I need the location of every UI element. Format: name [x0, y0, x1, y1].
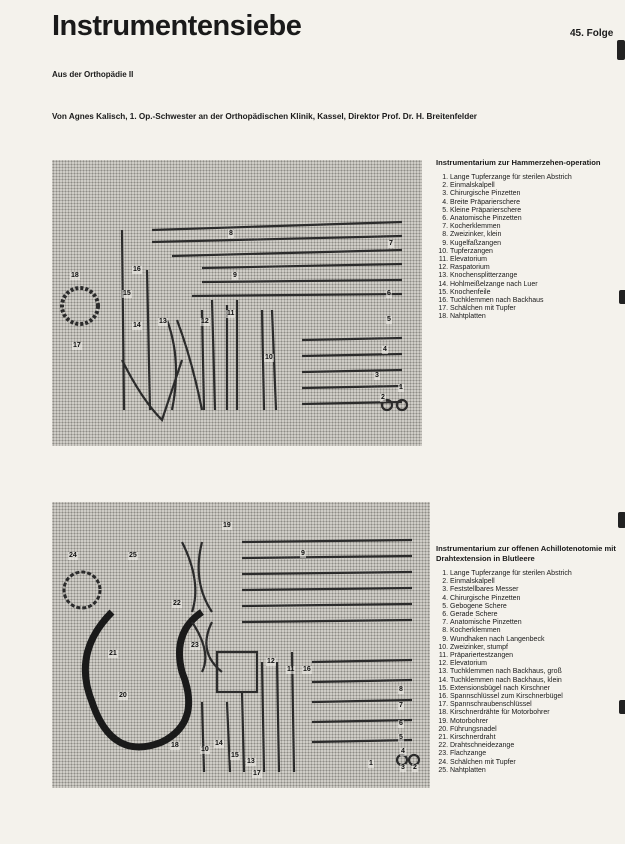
figure-label: 3 — [401, 764, 405, 771]
figure-2-caption — [436, 544, 618, 775]
list-item: 17. Schälchen mit Tupfer — [450, 305, 618, 313]
figure-label: 17 — [73, 342, 81, 349]
figure-label: 18 — [71, 272, 79, 279]
article-subtitle: Aus der Orthopädie II — [52, 70, 134, 79]
list-item: 17. Spannschraubenschlüssel — [450, 701, 618, 709]
list-item: 20. Führungsnadel — [450, 726, 618, 734]
list-item: 8. Kocherklemmen — [450, 627, 618, 635]
list-item: 1. Lange Tupferzange für sterilen Abstrich — [450, 570, 618, 578]
figure-label: 14 — [133, 322, 141, 329]
list-item: 21. Kirschnerdraht — [450, 734, 618, 742]
figure-label: 20 — [119, 692, 127, 699]
list-item: 4. Chirurgische Pinzetten — [450, 595, 618, 603]
instrument-tray-drawing-1 — [52, 160, 422, 446]
figure-label: 1 — [369, 760, 373, 767]
instrument-photo-1 — [52, 160, 422, 446]
list-item: 7. Anatomische Pinzetten — [450, 619, 618, 627]
list-item: 10. Tupferzangen — [450, 248, 618, 256]
list-item: 13. Knochensplitterzange — [450, 272, 618, 280]
list-item: 15. Extensionsbügel nach Kirschner — [450, 685, 618, 693]
caption-title: Instrumentarium zur offenen Achillotenotomie mit Drahtextension in Blutleere — [436, 544, 616, 563]
figure-label: 8 — [399, 686, 403, 693]
list-item: 9. Kugelfaßzangen — [450, 240, 618, 248]
figure-label: 2 — [381, 394, 385, 401]
figure-label: 1 — [399, 384, 403, 391]
figure-label: 19 — [223, 522, 231, 529]
figure-label: 10 — [201, 746, 209, 753]
figure-label: 15 — [123, 290, 131, 297]
figure-label: 2 — [413, 764, 417, 771]
figure-label: 9 — [233, 272, 237, 279]
list-item: 2. Einmalskalpell — [450, 182, 618, 190]
caption-title: Instrumentarium zur Hammerzehen-operation — [436, 158, 601, 167]
page-title: Instrumentensiebe — [52, 10, 302, 42]
list-item: 3. Feststellbares Messer — [450, 586, 618, 594]
list-item: 8. Zweizinker, klein — [450, 231, 618, 239]
figure-label: 22 — [173, 600, 181, 607]
list-item: 19. Motorbohrer — [450, 718, 618, 726]
figure-label: 11 — [227, 310, 235, 317]
figure-label: 14 — [215, 740, 223, 747]
figure-label: 21 — [109, 650, 117, 657]
figure-label: 13 — [247, 758, 255, 765]
list-item: 16. Spannschlüssel zum Kirschnerbügel — [450, 693, 618, 701]
list-item: 25. Nahtplatten — [450, 767, 618, 775]
instrument-photo-2 — [52, 502, 430, 788]
instrument-list — [436, 174, 618, 322]
list-item: 10. Zweizinker, stumpf — [450, 644, 618, 652]
list-item: 1. Lange Tupferzange für sterilen Abstrich — [450, 174, 618, 182]
list-item: 12. Elevatorium — [450, 660, 618, 668]
figure-label: 5 — [387, 316, 391, 323]
binding-edge-mark — [618, 512, 625, 528]
list-item: 15. Knochenfeile — [450, 289, 618, 297]
author-byline: Von Agnes Kalisch, 1. Op.-Schwester an der Orthopädischen Klinik, Kassel, Direktor Prof. Dr. H. Breitenfelder — [52, 112, 477, 121]
list-item: 12. Raspatorium — [450, 264, 618, 272]
figure-label: 10 — [265, 354, 273, 361]
list-item: 14. Tuchklemmen nach Backhaus, klein — [450, 677, 618, 685]
figure-label: 7 — [399, 702, 403, 709]
list-item: 24. Schälchen mit Tupfer — [450, 759, 618, 767]
list-item: 16. Tuchklemmen nach Backhaus — [450, 297, 618, 305]
instrument-list — [436, 570, 618, 775]
figure-label: 25 — [129, 552, 137, 559]
list-item: 22. Drahtschneidezange — [450, 742, 618, 750]
list-item: 23. Flachzange — [450, 750, 618, 758]
figure-label: 16 — [303, 666, 311, 673]
series-number: 45. Folge — [570, 28, 614, 39]
list-item: 18. Kirschnerdrähte für Motorbohrer — [450, 709, 618, 717]
list-item: 3. Chirurgische Pinzetten — [450, 190, 618, 198]
list-item: 11. Präpariertestzangen — [450, 652, 618, 660]
figure-label: 6 — [399, 720, 403, 727]
binding-edge-mark — [617, 40, 625, 60]
list-item: 18. Nahtplatten — [450, 313, 618, 321]
figure-label: 11 — [287, 666, 295, 673]
figure-label: 6 — [387, 290, 391, 297]
list-item: 4. Breite Präparierschere — [450, 199, 618, 207]
figure-label: 4 — [401, 748, 405, 755]
list-item: 14. Hohlmeißelzange nach Luer — [450, 281, 618, 289]
figure-label: 17 — [253, 770, 261, 777]
figure-label: 18 — [171, 742, 179, 749]
list-item: 2. Einmalskalpell — [450, 578, 618, 586]
binding-edge-mark — [619, 290, 625, 304]
figure-label: 13 — [159, 318, 167, 325]
figure-label: 4 — [383, 346, 387, 353]
list-item: 11. Elevatorium — [450, 256, 618, 264]
figure-label: 12 — [201, 318, 209, 325]
figure-label: 23 — [191, 642, 199, 649]
figure-label: 15 — [231, 752, 239, 759]
list-item: 5. Kleine Präparierschere — [450, 207, 618, 215]
figure-1-caption — [436, 158, 618, 322]
list-item: 13. Tuchklemmen nach Backhaus, groß — [450, 668, 618, 676]
figure-label: 7 — [389, 240, 393, 247]
figure-label: 3 — [375, 372, 379, 379]
figure-label: 8 — [229, 230, 233, 237]
list-item: 6. Gerade Schere — [450, 611, 618, 619]
figure-label: 16 — [133, 266, 141, 273]
figure-label: 24 — [69, 552, 77, 559]
binding-edge-mark — [619, 700, 625, 714]
list-item: 9. Wundhaken nach Langenbeck — [450, 636, 618, 644]
list-item: 6. Anatomische Pinzetten — [450, 215, 618, 223]
figure-label: 12 — [267, 658, 275, 665]
instrument-tray-drawing-2 — [52, 502, 430, 788]
figure-label: 9 — [301, 550, 305, 557]
list-item: 7. Kocherklemmen — [450, 223, 618, 231]
list-item: 5. Gebogene Schere — [450, 603, 618, 611]
figure-label: 5 — [399, 734, 403, 741]
